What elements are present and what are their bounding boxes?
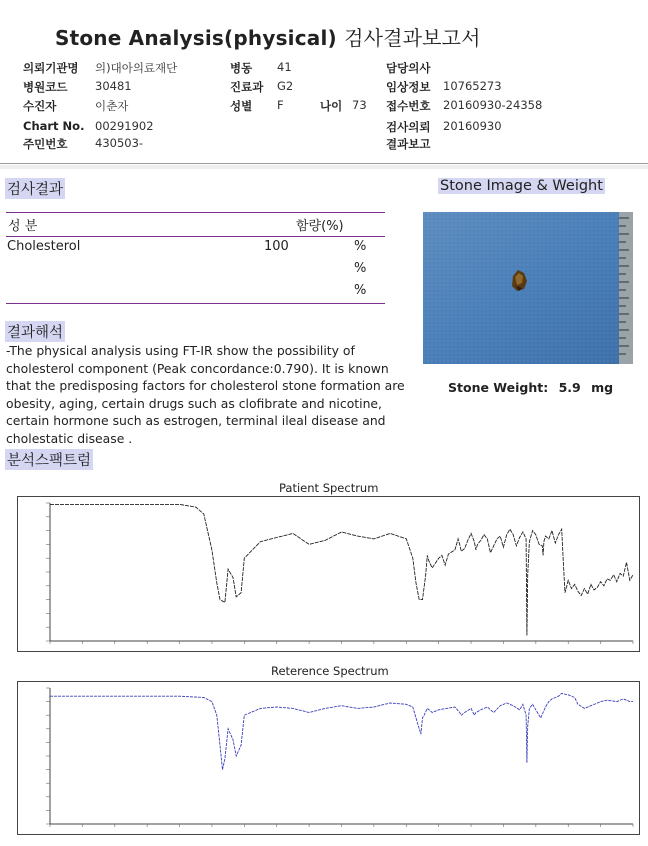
hospital-code-label: 병원코드: [23, 80, 68, 94]
reference-axes: [50, 688, 633, 824]
results-row-2-unit: %: [354, 261, 367, 276]
results-col-content: 함량(%): [296, 219, 344, 234]
report-title-en: Stone Analysis(physical): [55, 26, 337, 50]
request-date-value: 20160930: [443, 119, 502, 133]
interpretation-text: -The physical analysis using FT-IR show the possibility of cholesterol component (Peak concordance:0.790). It is known that the predisposing factors for cholesterol stone formation are obesity, aging, certain drugs such as clofibrate and nicotine, certain hormone such as estrogen, terminal ileal disease and cholestatic disease .: [6, 343, 405, 446]
results-table-header-line: [6, 236, 385, 237]
reference-spectrum-title: Reterence Spectrum: [271, 664, 389, 678]
results-row-1-unit: %: [354, 239, 367, 254]
request-date-label: 검사의뢰: [386, 120, 431, 134]
dept-value: G2: [277, 79, 294, 93]
chart-no-value: 00291902: [95, 119, 154, 133]
stone-photo: [423, 212, 633, 364]
ward-value: 41: [277, 60, 292, 74]
results-row-3-unit: %: [354, 283, 367, 298]
doctor-label: 담당의사: [386, 61, 431, 75]
clinical-info-value: 10765273: [443, 79, 502, 93]
interpretation-section-title: 결과해석: [5, 321, 65, 342]
chart-no-label: Chart No.: [23, 119, 85, 133]
hospital-code-value: 30481: [95, 79, 132, 93]
resident-no-label: 주민번호: [23, 137, 68, 151]
stone-section-title: Stone Image & Weight: [440, 178, 603, 194]
stone-weight: [448, 380, 613, 395]
receipt-no-label: 접수번호: [386, 99, 431, 113]
age-label: 나이: [320, 99, 343, 113]
patient-label: 수진자: [23, 99, 57, 113]
reference-spectrum-svg: [18, 682, 639, 834]
receipt-no-value: 20160930-24358: [443, 98, 543, 112]
sex-label: 성별: [230, 99, 253, 113]
patient-spectrum-svg: [18, 497, 639, 651]
stone-weight-label: Stone Weight:: [448, 380, 549, 395]
patient-spectrum-line: [50, 504, 633, 635]
reference-spectrum-chart: [17, 681, 640, 835]
institution-label: 의뢰기관명: [23, 61, 79, 75]
results-table-top-line: [6, 212, 385, 213]
results-row-1-value: 100: [264, 239, 289, 254]
age-value: 73: [352, 98, 367, 112]
clinical-info-label: 임상정보: [386, 80, 431, 94]
stone-weight-value: 5.9: [558, 380, 581, 395]
patient-value: 이춘자: [95, 99, 129, 113]
patient-spectrum-title: Patient Spectrum: [279, 481, 379, 495]
header-divider: [0, 163, 648, 164]
report-title: [55, 22, 481, 51]
header-divider-shadow: [0, 165, 648, 169]
report-date-label: 결과보고: [386, 137, 431, 151]
results-section-title: 검사결과: [5, 178, 65, 199]
ward-label: 병동: [230, 61, 253, 75]
results-table-bottom-line: [6, 303, 385, 304]
spectrum-section-title: 분석스팩트럼: [5, 449, 93, 470]
patient-spectrum-chart: [17, 496, 640, 652]
resident-no-value: 430503-: [95, 136, 144, 150]
results-row-1-component: Cholesterol: [7, 239, 81, 254]
sex-value: F: [277, 98, 284, 112]
institution-value: 의)대아의료재단: [95, 61, 178, 75]
results-col-component: 성 분: [8, 219, 38, 234]
patient-axes: [50, 503, 633, 641]
report-title-kr: 검사결과보고서: [344, 26, 481, 50]
stone-weight-unit: mg: [591, 380, 614, 395]
dept-label: 진료과: [230, 80, 264, 94]
reference-spectrum-line: [50, 693, 633, 769]
